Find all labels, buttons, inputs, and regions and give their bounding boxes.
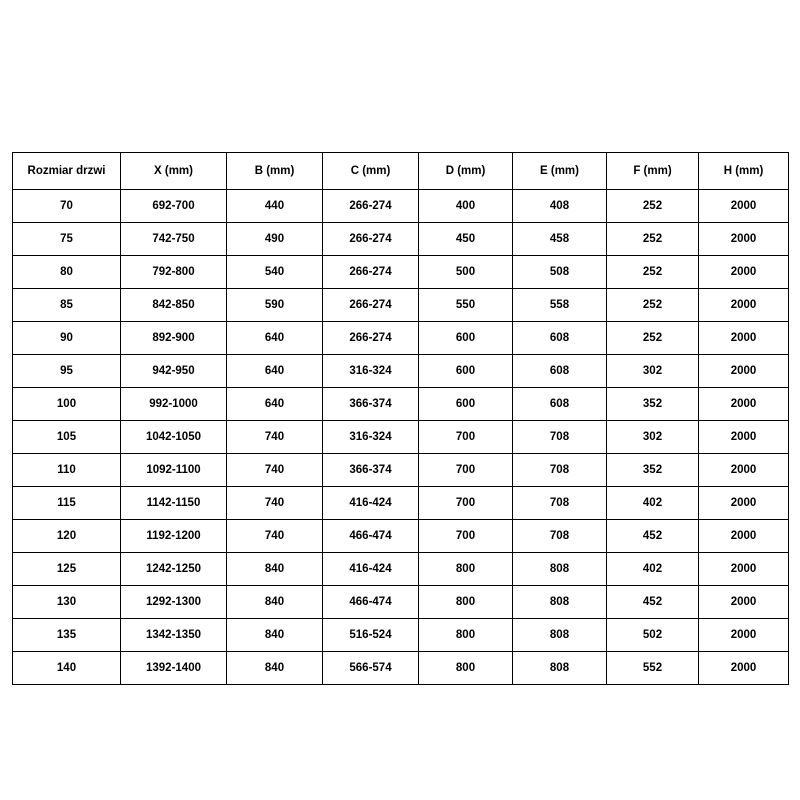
table-row	[13, 553, 789, 586]
cell-b: 440	[227, 190, 323, 223]
table-row	[13, 487, 789, 520]
cell-door-size: 130	[13, 586, 121, 619]
table-row	[13, 388, 789, 421]
cell-e: 608	[513, 322, 607, 355]
cell-e: 708	[513, 487, 607, 520]
cell-door-size: 115	[13, 487, 121, 520]
table-row	[13, 421, 789, 454]
cell-e: 708	[513, 421, 607, 454]
cell-h: 2000	[699, 454, 789, 487]
cell-b: 590	[227, 289, 323, 322]
cell-b: 640	[227, 388, 323, 421]
cell-e: 808	[513, 553, 607, 586]
cell-b: 740	[227, 520, 323, 553]
column-header-door-size: Rozmiar drzwi	[13, 153, 121, 190]
column-header-c: C (mm)	[323, 153, 419, 190]
cell-f: 502	[607, 619, 699, 652]
cell-f: 402	[607, 553, 699, 586]
cell-f: 252	[607, 322, 699, 355]
cell-c: 266-274	[323, 256, 419, 289]
cell-x: 1042-1050	[121, 421, 227, 454]
cell-h: 2000	[699, 652, 789, 685]
cell-c: 366-374	[323, 388, 419, 421]
table-row	[13, 223, 789, 256]
cell-h: 2000	[699, 190, 789, 223]
column-header-h: H (mm)	[699, 153, 789, 190]
column-header-b: B (mm)	[227, 153, 323, 190]
cell-h: 2000	[699, 586, 789, 619]
cell-c: 516-524	[323, 619, 419, 652]
cell-h: 2000	[699, 487, 789, 520]
cell-x: 1142-1150	[121, 487, 227, 520]
cell-h: 2000	[699, 388, 789, 421]
cell-h: 2000	[699, 553, 789, 586]
cell-h: 2000	[699, 421, 789, 454]
column-header-e: E (mm)	[513, 153, 607, 190]
cell-e: 408	[513, 190, 607, 223]
specification-table-container	[12, 152, 788, 685]
cell-b: 640	[227, 322, 323, 355]
cell-d: 550	[419, 289, 513, 322]
cell-e: 808	[513, 586, 607, 619]
cell-b: 540	[227, 256, 323, 289]
column-header-d: D (mm)	[419, 153, 513, 190]
cell-door-size: 90	[13, 322, 121, 355]
cell-f: 452	[607, 520, 699, 553]
table-row	[13, 190, 789, 223]
cell-f: 552	[607, 652, 699, 685]
cell-e: 608	[513, 355, 607, 388]
cell-c: 316-324	[323, 355, 419, 388]
table-row	[13, 619, 789, 652]
cell-h: 2000	[699, 289, 789, 322]
cell-x: 1192-1200	[121, 520, 227, 553]
cell-b: 840	[227, 652, 323, 685]
cell-c: 416-424	[323, 553, 419, 586]
cell-d: 600	[419, 388, 513, 421]
cell-d: 400	[419, 190, 513, 223]
cell-b: 840	[227, 586, 323, 619]
cell-door-size: 140	[13, 652, 121, 685]
cell-c: 266-274	[323, 190, 419, 223]
cell-door-size: 85	[13, 289, 121, 322]
column-header-f: F (mm)	[607, 153, 699, 190]
cell-e: 708	[513, 520, 607, 553]
cell-f: 352	[607, 454, 699, 487]
cell-c: 566-574	[323, 652, 419, 685]
cell-x: 1392-1400	[121, 652, 227, 685]
cell-x: 942-950	[121, 355, 227, 388]
cell-x: 892-900	[121, 322, 227, 355]
cell-e: 608	[513, 388, 607, 421]
cell-b: 740	[227, 454, 323, 487]
cell-c: 266-274	[323, 289, 419, 322]
cell-x: 742-750	[121, 223, 227, 256]
cell-c: 466-474	[323, 520, 419, 553]
cell-door-size: 120	[13, 520, 121, 553]
cell-d: 700	[419, 487, 513, 520]
cell-e: 558	[513, 289, 607, 322]
cell-door-size: 95	[13, 355, 121, 388]
cell-e: 808	[513, 619, 607, 652]
cell-f: 302	[607, 421, 699, 454]
cell-d: 800	[419, 553, 513, 586]
cell-c: 266-274	[323, 322, 419, 355]
cell-b: 640	[227, 355, 323, 388]
cell-x: 1092-1100	[121, 454, 227, 487]
cell-f: 252	[607, 190, 699, 223]
cell-d: 600	[419, 322, 513, 355]
table-row	[13, 322, 789, 355]
cell-e: 508	[513, 256, 607, 289]
table-body	[13, 190, 789, 685]
cell-f: 252	[607, 289, 699, 322]
cell-x: 692-700	[121, 190, 227, 223]
cell-door-size: 105	[13, 421, 121, 454]
cell-c: 366-374	[323, 454, 419, 487]
cell-x: 1242-1250	[121, 553, 227, 586]
cell-e: 458	[513, 223, 607, 256]
door-size-specification-table	[12, 152, 789, 685]
cell-h: 2000	[699, 223, 789, 256]
cell-h: 2000	[699, 355, 789, 388]
cell-b: 490	[227, 223, 323, 256]
cell-d: 600	[419, 355, 513, 388]
cell-f: 252	[607, 223, 699, 256]
cell-h: 2000	[699, 322, 789, 355]
table-row	[13, 520, 789, 553]
cell-x: 992-1000	[121, 388, 227, 421]
cell-d: 800	[419, 619, 513, 652]
cell-h: 2000	[699, 256, 789, 289]
cell-b: 740	[227, 421, 323, 454]
table-row	[13, 586, 789, 619]
cell-door-size: 125	[13, 553, 121, 586]
cell-x: 842-850	[121, 289, 227, 322]
cell-door-size: 70	[13, 190, 121, 223]
cell-door-size: 110	[13, 454, 121, 487]
cell-c: 416-424	[323, 487, 419, 520]
cell-f: 252	[607, 256, 699, 289]
table-row	[13, 289, 789, 322]
cell-d: 500	[419, 256, 513, 289]
cell-door-size: 135	[13, 619, 121, 652]
cell-d: 450	[419, 223, 513, 256]
cell-h: 2000	[699, 619, 789, 652]
cell-b: 740	[227, 487, 323, 520]
table-header-row	[13, 153, 789, 190]
cell-d: 800	[419, 652, 513, 685]
cell-c: 316-324	[323, 421, 419, 454]
table-row	[13, 256, 789, 289]
cell-f: 302	[607, 355, 699, 388]
cell-e: 808	[513, 652, 607, 685]
table-row	[13, 652, 789, 685]
cell-f: 452	[607, 586, 699, 619]
cell-b: 840	[227, 553, 323, 586]
table-row	[13, 454, 789, 487]
cell-c: 266-274	[323, 223, 419, 256]
table-row	[13, 355, 789, 388]
table-header	[13, 153, 789, 190]
cell-f: 352	[607, 388, 699, 421]
cell-x: 1342-1350	[121, 619, 227, 652]
cell-x: 1292-1300	[121, 586, 227, 619]
cell-x: 792-800	[121, 256, 227, 289]
cell-b: 840	[227, 619, 323, 652]
cell-d: 700	[419, 421, 513, 454]
column-header-x: X (mm)	[121, 153, 227, 190]
cell-f: 402	[607, 487, 699, 520]
cell-d: 800	[419, 586, 513, 619]
cell-d: 700	[419, 520, 513, 553]
cell-d: 700	[419, 454, 513, 487]
cell-c: 466-474	[323, 586, 419, 619]
cell-h: 2000	[699, 520, 789, 553]
cell-door-size: 75	[13, 223, 121, 256]
cell-e: 708	[513, 454, 607, 487]
cell-door-size: 100	[13, 388, 121, 421]
cell-door-size: 80	[13, 256, 121, 289]
